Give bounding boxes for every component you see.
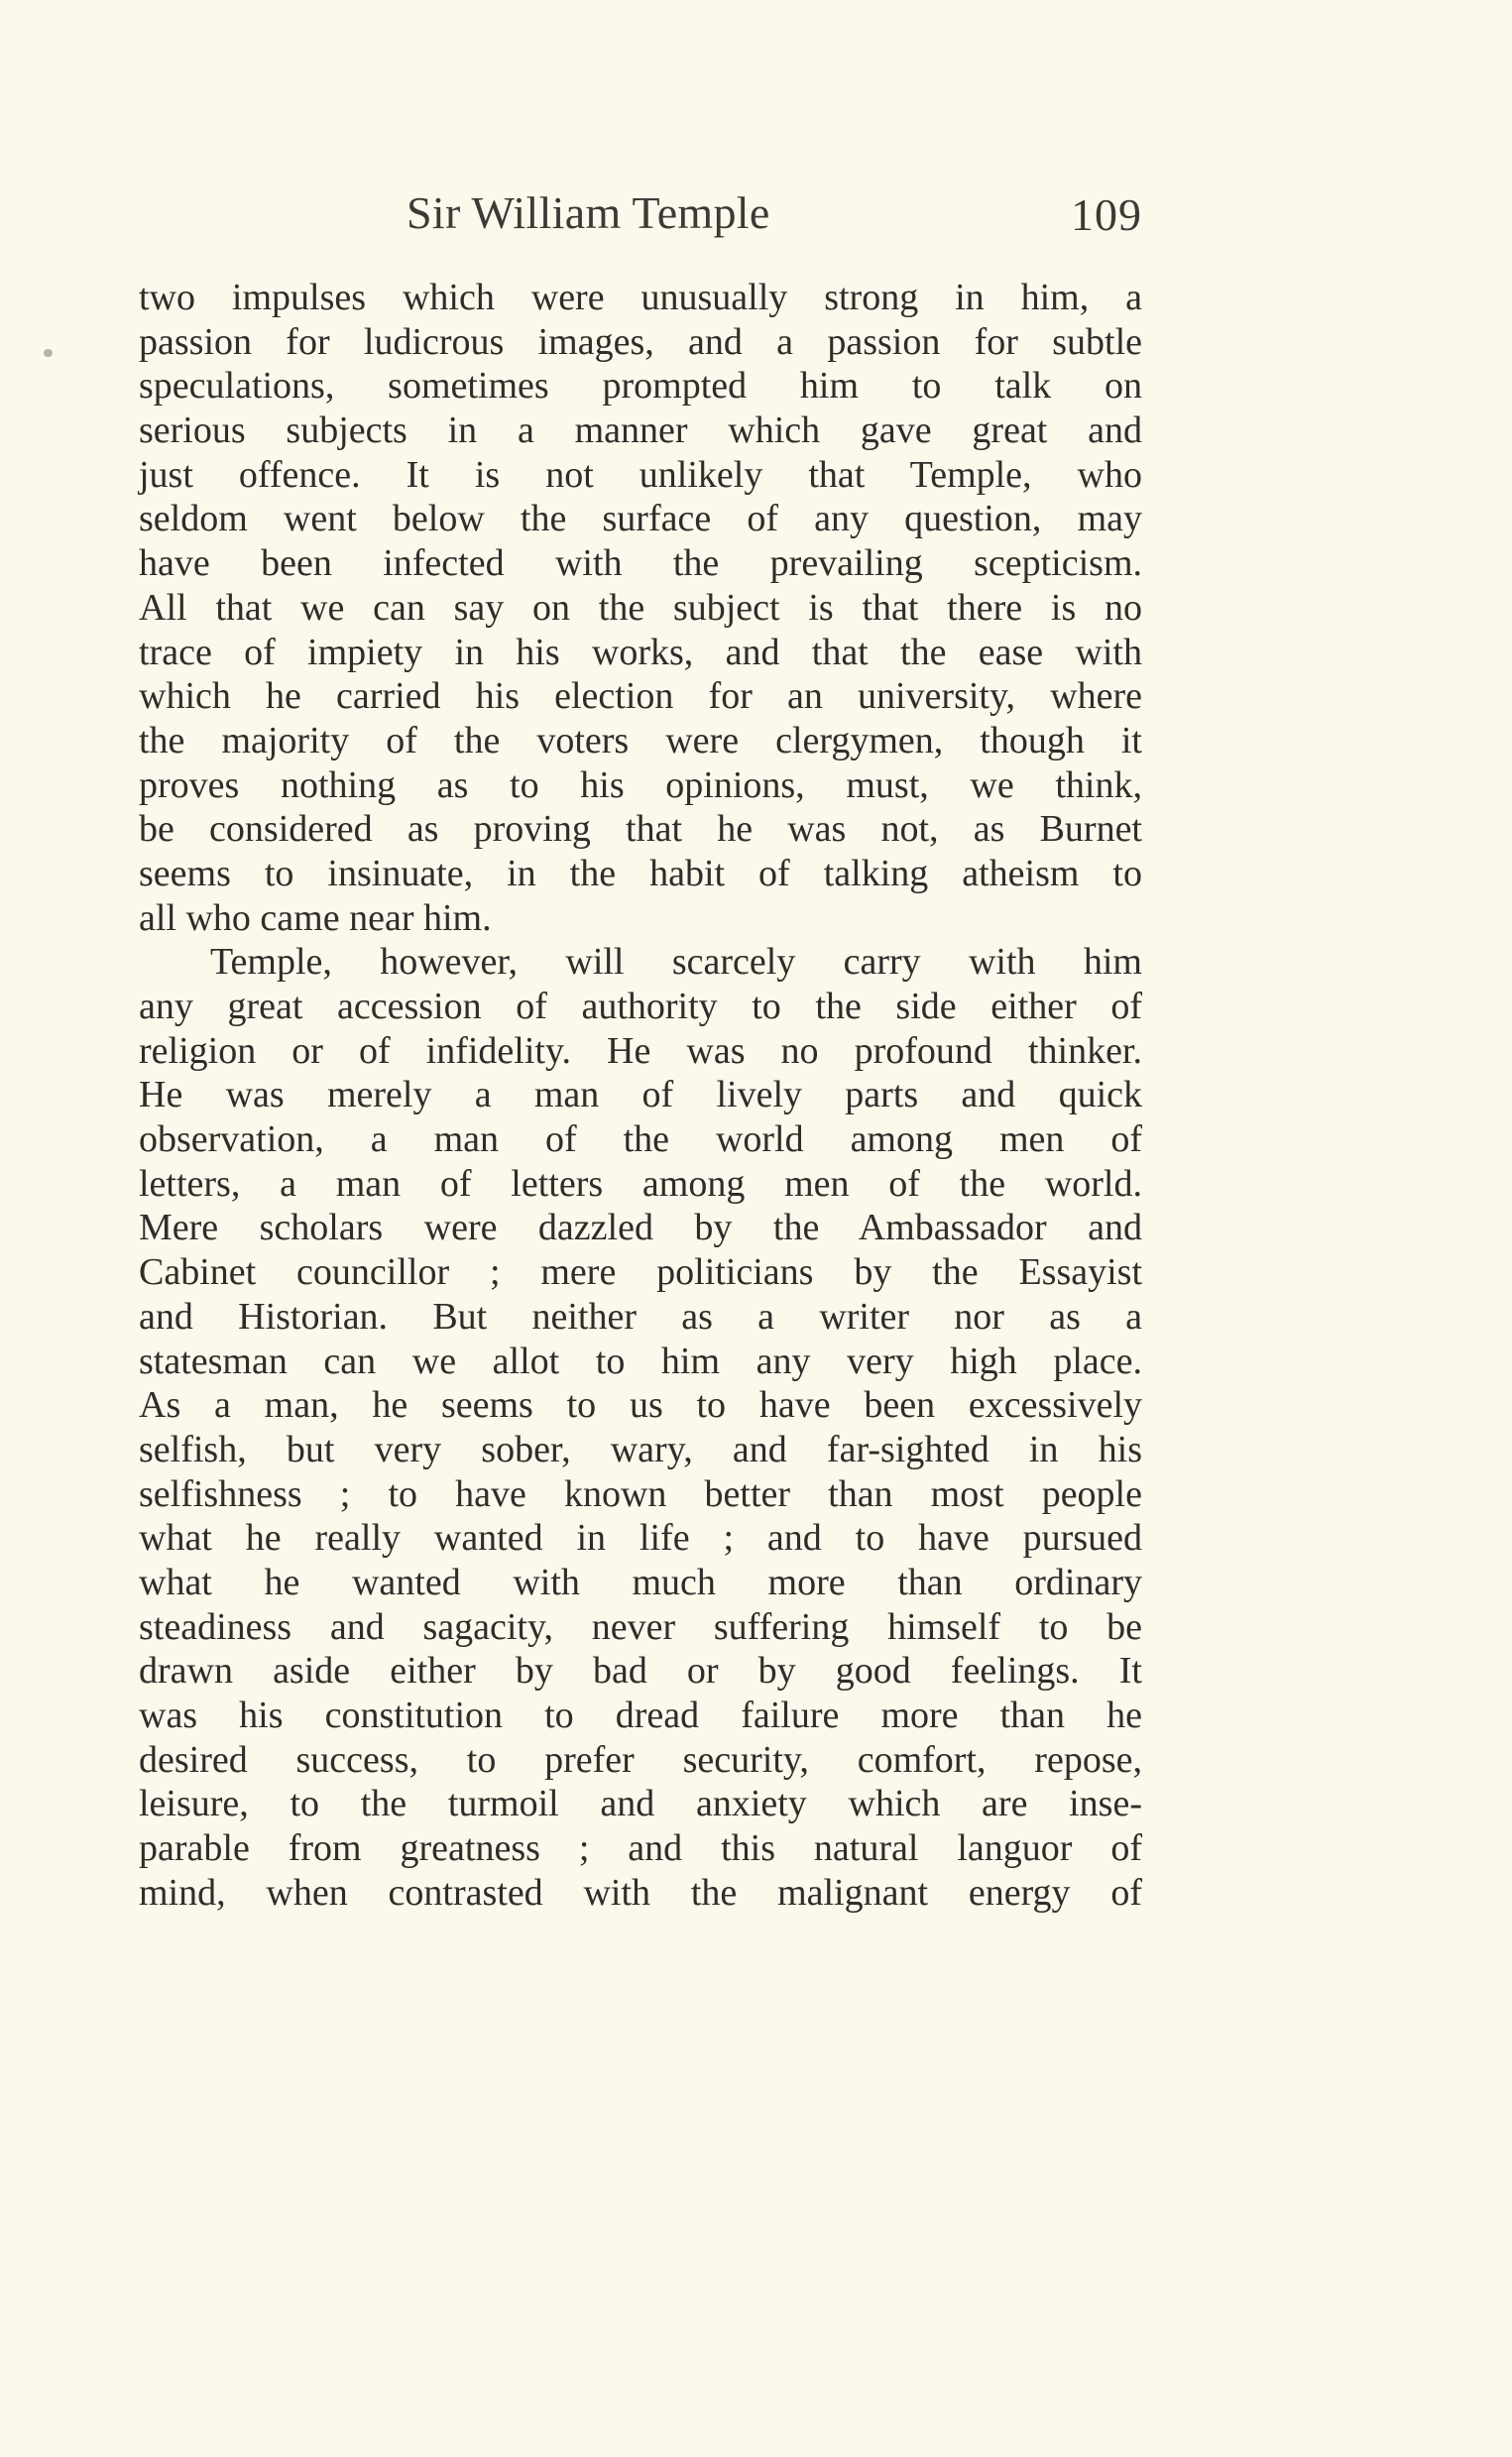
text-line: just offence. It is not unlikely that Temple, who <box>139 453 1142 496</box>
page-number: 109 <box>1071 189 1142 240</box>
text-line: be considered as proving that he was not, as Burnet <box>139 808 1142 851</box>
text-line: serious subjects in a manner which gave great and <box>139 410 1142 452</box>
text-line: letters, a man of letters among men of the world. <box>139 1162 1142 1205</box>
text-line: drawn aside either by bad or by good feelings. It <box>139 1650 1142 1693</box>
running-head <box>139 186 1142 246</box>
text-line: speculations, sometimes prompted him to talk on <box>139 365 1142 408</box>
text-line: statesman can we allot to him any very high place. <box>139 1340 1142 1382</box>
text-line: and Historian. But neither as a writer nor as a <box>139 1295 1142 1338</box>
text-line: religion or of infidelity. He was no profound thinker. <box>139 1029 1142 1072</box>
text-line: mind, when contrasted with the malignant energy of <box>139 1871 1142 1914</box>
running-title: Sir William Temple <box>407 187 770 238</box>
text-line: selfishness ; to have known better than most people <box>139 1472 1142 1515</box>
text-line: observation, a man of the world among men of <box>139 1118 1142 1161</box>
text-line: Temple, however, will scarcely carry with him <box>210 941 1142 984</box>
text-line: parable from greatness ; and this natural languor of <box>139 1827 1142 1870</box>
text-line: Mere scholars were dazzled by the Ambassador and <box>139 1207 1142 1249</box>
text-line: what he wanted with much more than ordinary <box>139 1561 1142 1603</box>
text-line: seldom went below the surface of any question, may <box>139 498 1142 540</box>
text-line: what he really wanted in life ; and to have pursued <box>139 1517 1142 1560</box>
text-line: any great accession of authority to the side either of <box>139 986 1142 1027</box>
text-line: two impulses which were unusually strong in him, a <box>139 277 1142 318</box>
paper-speck <box>44 349 53 357</box>
body-text <box>139 276 1142 1915</box>
text-line: have been infected with the prevailing scepticism. <box>139 542 1142 585</box>
text-line: desired success, to prefer security, comfort, repose, <box>139 1738 1142 1781</box>
text-line: leisure, to the turmoil and anxiety which are inse- <box>139 1783 1142 1825</box>
text-line: As a man, he seems to us to have been excessively <box>139 1384 1142 1427</box>
text-line: All that we can say on the subject is that there is no <box>139 586 1142 629</box>
text-line: the majority of the voters were clergymen, though it <box>139 719 1142 761</box>
text-line: proves nothing as to his opinions, must, we think, <box>139 763 1142 806</box>
text-line: which he carried his election for an university, where <box>139 675 1142 718</box>
text-line: seems to insinuate, in the habit of talking atheism to <box>139 852 1142 894</box>
text-line: selfish, but very sober, wary, and far-sighted in his <box>139 1428 1142 1470</box>
text-line: all who came near him. <box>139 896 492 939</box>
text-line: was his constitution to dread failure more than he <box>139 1695 1142 1736</box>
text-line: trace of impiety in his works, and that the ease with <box>139 631 1142 673</box>
text-line: steadiness and sagacity, never suffering himself to be <box>139 1605 1142 1648</box>
text-line: He was merely a man of lively parts and quick <box>139 1074 1142 1116</box>
text-line: passion for ludicrous images, and a passion for subtle <box>139 320 1142 363</box>
text-line: Cabinet councillor ; mere politicians by the Essayist <box>139 1251 1142 1294</box>
